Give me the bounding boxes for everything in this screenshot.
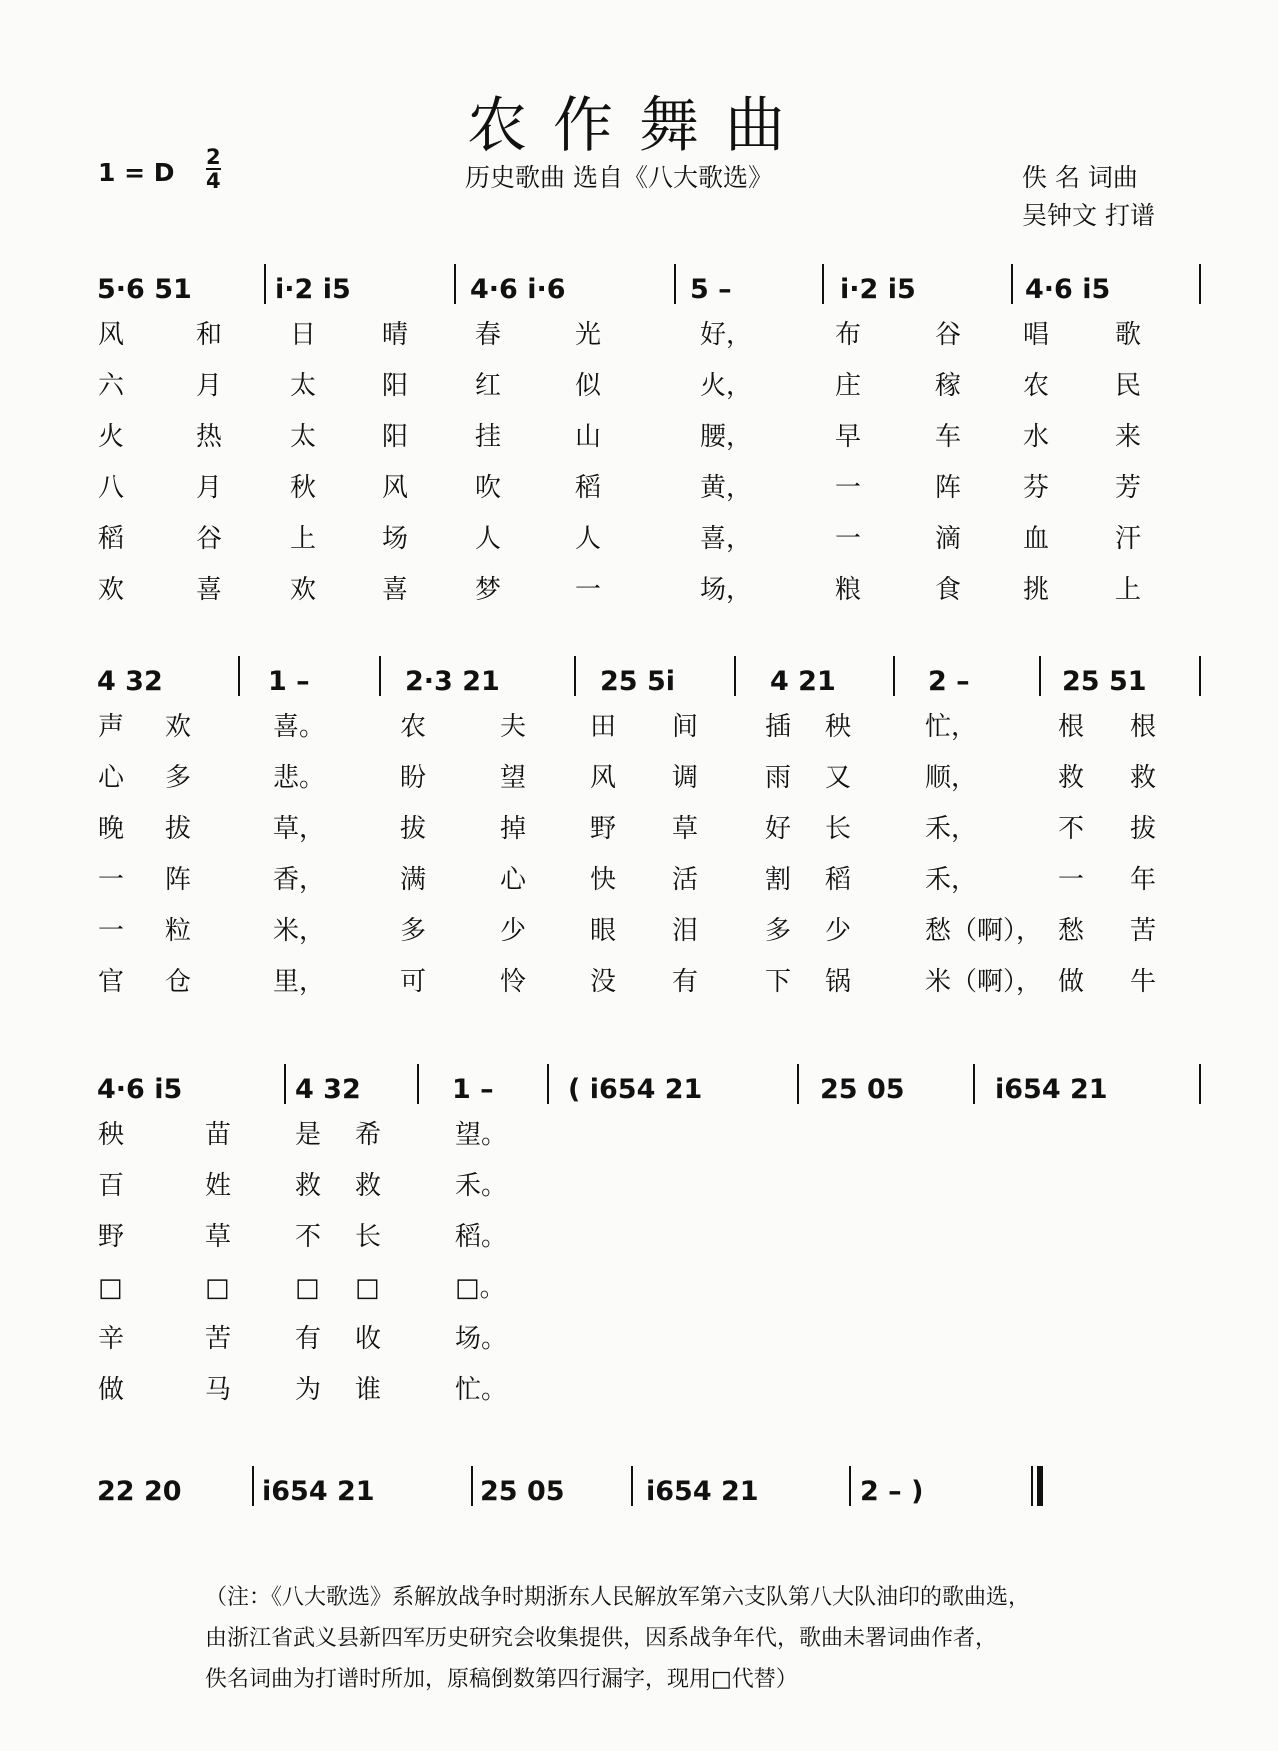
lyric-1-4-3: 秋 [290, 473, 317, 503]
lyric-2-1-5: 夫 [500, 712, 527, 742]
lyric-1-5-10: 血 [1023, 524, 1050, 554]
lyric-3-1-2: 苗 [205, 1120, 232, 1150]
lyric-1-4-5: 吹 [475, 473, 502, 503]
lyric-1-3-6: 山 [575, 422, 602, 452]
lyric-2-2-2: 多 [165, 763, 192, 793]
lyric-1-6-1: 欢 [98, 575, 125, 605]
measure-1-3: 4·6 i·6 [470, 274, 566, 305]
lyric-2-5-5: 少 [500, 916, 527, 946]
lyric-3-4-3: □ [295, 1273, 320, 1303]
lyric-3-5-3: 有 [295, 1324, 322, 1354]
lyric-3-2-5: 禾。 [455, 1171, 508, 1201]
measure-3-6: i654 21 [995, 1074, 1108, 1105]
lyric-2-2-10: 顺， [925, 763, 978, 793]
lyric-3-4-1: □ [98, 1273, 123, 1303]
lyric-1-2-3: 太 [290, 371, 317, 401]
lyric-2-5-2: 粒 [165, 916, 192, 946]
lyric-2-3-5: 掉 [500, 814, 527, 844]
meter-top: 2 [206, 145, 221, 169]
lyric-1-4-10: 芬 [1023, 473, 1050, 503]
measure-1-4: 5 – [690, 274, 732, 305]
lyric-3-6-5: 忙。 [455, 1375, 508, 1405]
lyric-1-2-1: 六 [98, 371, 125, 401]
lyric-2-1-7: 间 [672, 712, 699, 742]
lyric-2-3-7: 草 [672, 814, 699, 844]
lyric-3-2-3: 救 [295, 1171, 322, 1201]
lyric-1-5-9: 滴 [935, 524, 962, 554]
measure-2-4: 25 5i [600, 666, 676, 697]
lyric-1-1-5: 春 [475, 320, 502, 350]
lyric-1-4-11: 芳 [1115, 473, 1142, 503]
lyric-2-4-10: 禾， [925, 865, 978, 895]
lyric-2-3-2: 拔 [165, 814, 192, 844]
lyric-2-1-11: 根 [1058, 712, 1085, 742]
lyric-1-1-4: 晴 [382, 320, 409, 350]
lyric-2-4-5: 心 [500, 865, 527, 895]
measure-2-7: 25 51 [1062, 666, 1147, 697]
song-subtitle: 历史歌曲 选自《八大歌选》 [465, 163, 773, 192]
lyric-1-4-9: 阵 [935, 473, 962, 503]
lyric-2-5-8: 多 [765, 916, 792, 946]
lyric-2-6-6: 没 [590, 967, 617, 997]
lyric-1-1-9: 谷 [935, 320, 962, 350]
measure-1-1: 5·6 51 [97, 274, 192, 305]
lyric-1-1-1: 风 [98, 320, 125, 350]
lyric-2-4-2: 阵 [165, 865, 192, 895]
lyric-2-5-7: 泪 [672, 916, 699, 946]
lyric-3-4-2: □ [205, 1273, 230, 1303]
lyric-2-4-3: 香， [273, 865, 326, 895]
lyric-1-4-1: 八 [98, 473, 125, 503]
lyric-2-6-7: 有 [672, 967, 699, 997]
measure-2-1: 4 32 [97, 666, 163, 697]
lyric-1-5-4: 场 [382, 524, 409, 554]
lyric-2-4-7: 活 [672, 865, 699, 895]
lyric-2-2-6: 风 [590, 763, 617, 793]
lyric-1-6-8: 粮 [835, 575, 862, 605]
lyric-1-3-5: 挂 [475, 422, 502, 452]
lyric-1-2-4: 阳 [382, 371, 409, 401]
lyric-2-6-2: 仓 [165, 967, 192, 997]
lyric-2-4-4: 满 [400, 865, 427, 895]
lyric-1-5-3: 上 [290, 524, 317, 554]
lyric-1-3-11: 来 [1115, 422, 1142, 452]
lyric-3-6-3: 为 [295, 1375, 322, 1405]
lyric-2-6-12: 牛 [1130, 967, 1157, 997]
lyric-2-3-1: 晚 [98, 814, 125, 844]
lyric-2-1-3: 喜。 [273, 712, 326, 742]
lyric-1-5-11: 汗 [1115, 524, 1142, 554]
lyric-1-5-1: 稻 [98, 524, 125, 554]
lyric-1-3-8: 早 [835, 422, 862, 452]
lyric-2-6-9: 锅 [825, 967, 852, 997]
lyric-3-5-4: 收 [355, 1324, 382, 1354]
arranger-credit: 吴钟文 打谱 [1022, 201, 1155, 230]
lyric-3-3-1: 野 [98, 1222, 125, 1252]
lyric-3-2-4: 救 [355, 1171, 382, 1201]
measure-3-1: 4·6 i5 [97, 1074, 183, 1105]
lyric-2-5-11: 愁 [1058, 916, 1085, 946]
lyric-3-1-5: 望。 [455, 1120, 508, 1150]
measure-2-6: 2 – [928, 666, 970, 697]
lyric-1-6-2: 喜 [196, 575, 223, 605]
lyric-1-2-7: 火， [700, 371, 753, 401]
lyric-3-3-3: 不 [295, 1222, 322, 1252]
lyric-2-3-8: 好 [765, 814, 792, 844]
lyric-2-3-12: 拔 [1130, 814, 1157, 844]
lyric-2-5-12: 苦 [1130, 916, 1157, 946]
lyric-3-6-2: 马 [205, 1375, 232, 1405]
lyric-2-4-8: 割 [765, 865, 792, 895]
lyric-2-5-9: 少 [825, 916, 852, 946]
lyric-2-2-7: 调 [672, 763, 699, 793]
lyric-2-5-1: 一 [98, 916, 125, 946]
song-title: 农作舞曲 [467, 91, 811, 161]
lyric-2-1-2: 欢 [165, 712, 192, 742]
lyric-2-1-4: 农 [400, 712, 427, 742]
measure-4-3: 25 05 [480, 1476, 565, 1507]
lyric-1-6-11: 上 [1115, 575, 1142, 605]
measure-4-5: 2 – ) [860, 1476, 924, 1507]
lyric-1-3-3: 太 [290, 422, 317, 452]
measure-1-2: i·2 i5 [275, 274, 351, 305]
lyric-3-4-4: □ [355, 1273, 380, 1303]
lyric-2-5-3: 米， [273, 916, 326, 946]
footnote-line-2: 由浙江省武义县新四军历史研究会收集提供，因系战争年代，歌曲未署词曲作者， [205, 1626, 998, 1651]
lyric-1-2-2: 月 [196, 371, 223, 401]
lyric-2-6-8: 下 [765, 967, 792, 997]
lyric-2-2-1: 心 [98, 763, 125, 793]
lyric-2-3-9: 长 [825, 814, 852, 844]
lyric-1-1-11: 歌 [1115, 320, 1142, 350]
lyric-2-2-5: 望 [500, 763, 527, 793]
lyric-1-3-4: 阳 [382, 422, 409, 452]
measure-3-3: 1 – [452, 1074, 494, 1105]
footnote-line-1: （注：《八大歌选》系解放战争时期浙东人民解放军第六支队第八大队油印的歌曲选， [205, 1585, 1031, 1610]
lyric-3-2-2: 姓 [205, 1171, 232, 1201]
measure-3-2: 4 32 [295, 1074, 361, 1105]
lyric-2-1-1: 声 [98, 712, 125, 742]
lyric-2-1-12: 根 [1130, 712, 1157, 742]
measure-1-5: i·2 i5 [840, 274, 916, 305]
lyric-1-5-5: 人 [475, 524, 502, 554]
lyric-2-2-8: 雨 [765, 763, 792, 793]
lyric-3-5-5: 场。 [455, 1324, 508, 1354]
lyric-2-4-11: 一 [1058, 865, 1085, 895]
lyric-1-6-9: 食 [935, 575, 962, 605]
lyric-2-5-6: 眼 [590, 916, 617, 946]
lyric-1-5-7: 喜， [700, 524, 753, 554]
lyric-2-6-1: 官 [98, 967, 125, 997]
footnote [205, 1577, 1030, 1700]
lyric-1-2-6: 似 [575, 371, 602, 401]
lyric-2-6-10: 米（啊）， [925, 967, 1043, 997]
lyric-3-1-4: 希 [355, 1120, 382, 1150]
lyric-2-1-10: 忙， [925, 712, 978, 742]
lyric-1-2-8: 庄 [835, 371, 862, 401]
measure-2-5: 4 21 [770, 666, 836, 697]
lyric-1-2-11: 民 [1115, 371, 1142, 401]
lyric-3-2-1: 百 [98, 1171, 125, 1201]
lyric-1-1-8: 布 [835, 320, 862, 350]
lyric-1-6-6: 一 [575, 575, 602, 605]
lyric-1-3-2: 热 [196, 422, 223, 452]
lyric-1-4-4: 风 [382, 473, 409, 503]
lyric-2-6-4: 可 [400, 967, 427, 997]
lyric-3-1-1: 秧 [98, 1120, 125, 1150]
lyric-1-4-6: 稻 [575, 473, 602, 503]
lyric-2-3-6: 野 [590, 814, 617, 844]
lyric-3-3-5: 稻。 [455, 1222, 508, 1252]
lyric-1-1-10: 唱 [1023, 320, 1050, 350]
lyric-1-5-2: 谷 [196, 524, 223, 554]
lyric-2-6-5: 怜 [500, 967, 527, 997]
measure-4-4: i654 21 [646, 1476, 759, 1507]
lyric-2-5-4: 多 [400, 916, 427, 946]
lyric-2-2-4: 盼 [400, 763, 427, 793]
lyric-1-1-6: 光 [575, 320, 602, 350]
lyric-1-6-5: 梦 [475, 575, 502, 605]
measure-4-1: 22 20 [97, 1476, 182, 1507]
lyric-2-4-1: 一 [98, 865, 125, 895]
lyric-1-2-9: 稼 [935, 371, 962, 401]
lyric-1-4-2: 月 [196, 473, 223, 503]
measure-4-2: i654 21 [262, 1476, 375, 1507]
lyric-1-4-8: 一 [835, 473, 862, 503]
lyric-3-1-3: 是 [295, 1120, 322, 1150]
lyric-1-1-7: 好， [700, 320, 753, 350]
lyric-1-3-9: 车 [935, 422, 962, 452]
lyric-2-1-6: 田 [590, 712, 617, 742]
measure-3-5: 25 05 [820, 1074, 905, 1105]
lyric-1-6-10: 挑 [1023, 575, 1050, 605]
lyric-2-5-10: 愁（啊）， [925, 916, 1043, 946]
lyric-2-2-3: 悲。 [273, 763, 326, 793]
measure-2-2: 1 – [268, 666, 310, 697]
measure-3-4: ( i654 21 [568, 1074, 703, 1105]
lyric-3-3-4: 长 [355, 1222, 382, 1252]
lyric-3-6-1: 做 [98, 1375, 125, 1405]
lyric-1-3-7: 腰， [700, 422, 753, 452]
lyric-1-3-10: 水 [1023, 422, 1050, 452]
composer-credit: 佚 名 词曲 [1022, 163, 1138, 192]
lyric-3-6-4: 谁 [355, 1375, 382, 1405]
lyric-2-3-4: 拔 [400, 814, 427, 844]
lyric-1-6-4: 喜 [382, 575, 409, 605]
lyric-1-5-6: 人 [575, 524, 602, 554]
lyric-2-3-10: 禾， [925, 814, 978, 844]
lyric-2-2-12: 救 [1130, 763, 1157, 793]
lyric-2-2-11: 救 [1058, 763, 1085, 793]
lyric-2-4-6: 快 [590, 865, 617, 895]
footnote-line-3: 佚名词曲为打谱时所加，原稿倒数第四行漏字，现用□代替） [205, 1667, 798, 1692]
lyric-3-4-5: □。 [455, 1273, 506, 1303]
lyric-3-5-1: 辛 [98, 1324, 125, 1354]
lyric-1-6-7: 场， [700, 575, 753, 605]
lyric-3-3-2: 草 [205, 1222, 232, 1252]
lyric-2-1-9: 秧 [825, 712, 852, 742]
lyric-2-4-12: 年 [1130, 865, 1157, 895]
lyric-1-2-10: 农 [1023, 371, 1050, 401]
lyric-1-3-1: 火 [98, 422, 125, 452]
lyric-2-1-8: 插 [765, 712, 792, 742]
lyric-2-6-11: 做 [1058, 967, 1085, 997]
lyric-2-2-9: 又 [825, 763, 852, 793]
meter-bottom: 4 [206, 169, 221, 193]
measure-1-6: 4·6 i5 [1025, 274, 1111, 305]
lyric-1-2-5: 红 [475, 371, 502, 401]
lyric-2-3-3: 草， [273, 814, 326, 844]
lyric-2-3-11: 不 [1058, 814, 1085, 844]
lyric-1-4-7: 黄， [700, 473, 753, 503]
lyric-2-6-3: 里， [273, 967, 326, 997]
key-signature: 1 = D [98, 158, 175, 187]
lyric-1-1-2: 和 [196, 320, 223, 350]
lyric-1-5-8: 一 [835, 524, 862, 554]
lyric-1-6-3: 欢 [290, 575, 317, 605]
lyric-3-5-2: 苦 [205, 1324, 232, 1354]
lyric-1-1-3: 日 [290, 320, 317, 350]
lyric-2-4-9: 稻 [825, 865, 852, 895]
measure-2-3: 2·3 21 [405, 666, 500, 697]
